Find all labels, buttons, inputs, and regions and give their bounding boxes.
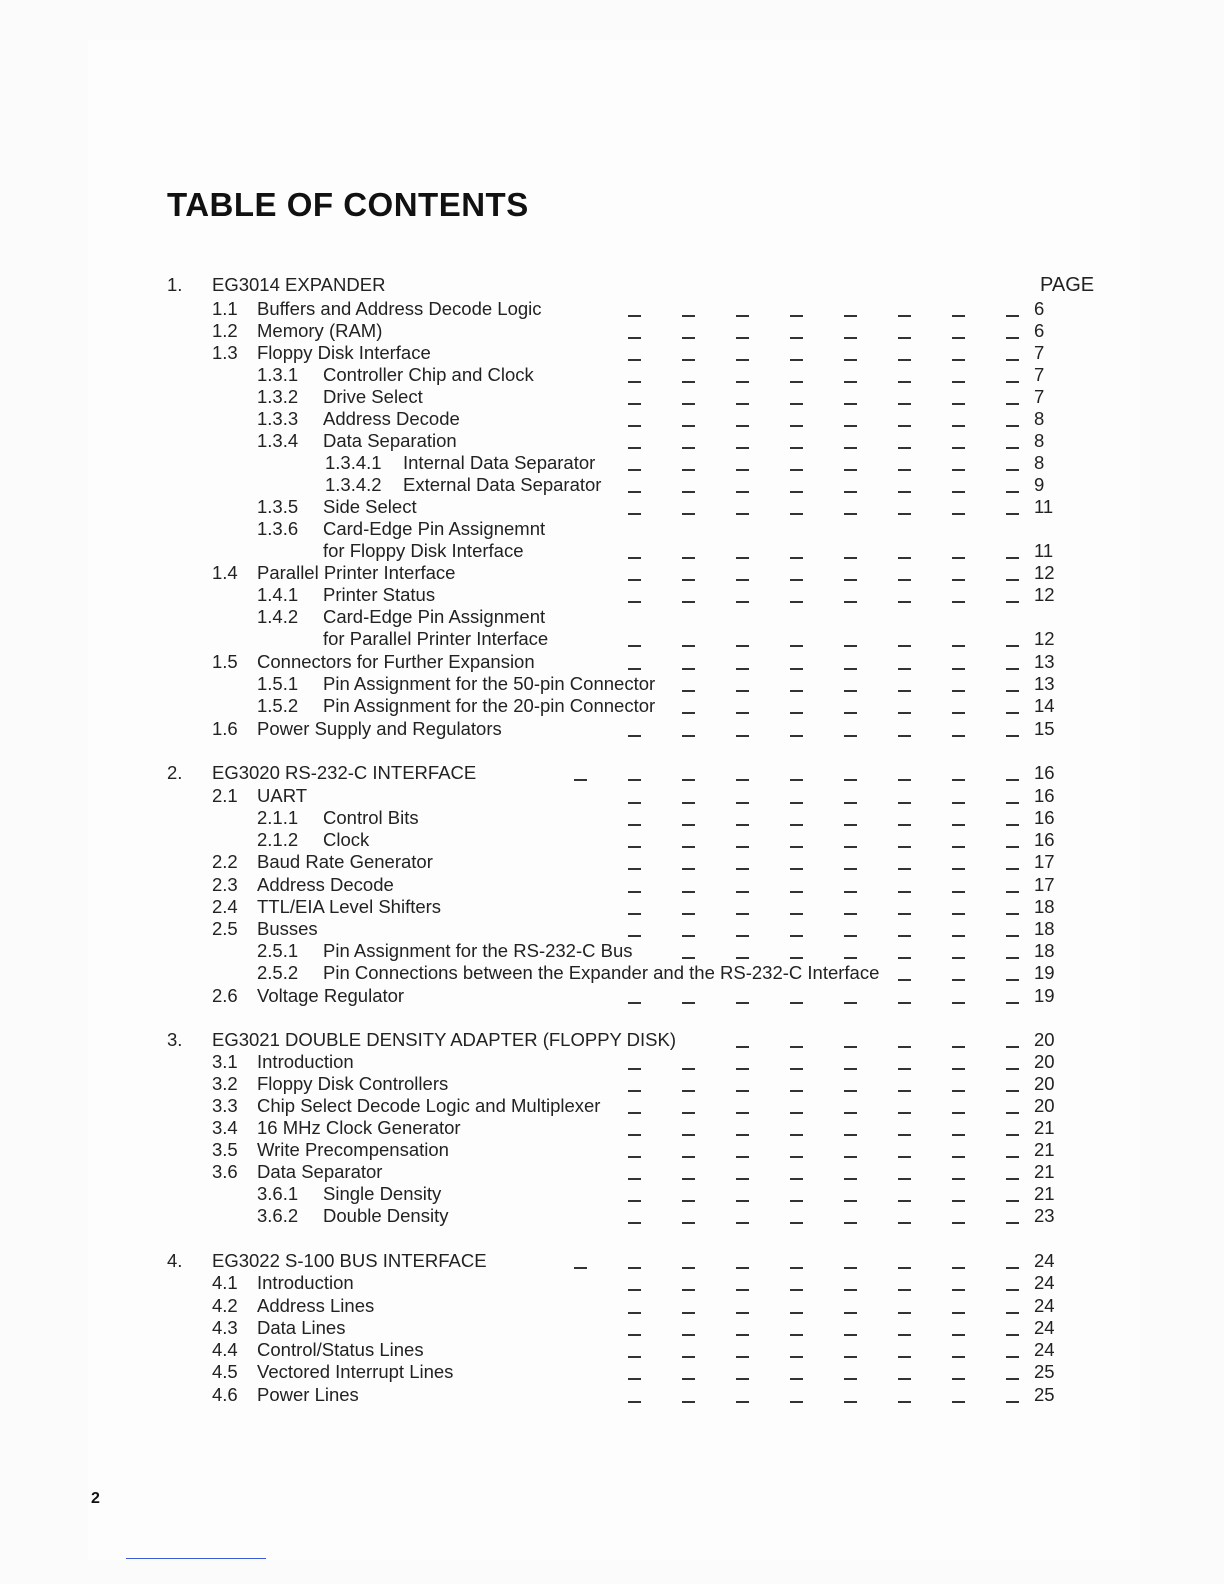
toc-entry-title: Address Decode [257,874,394,895]
toc-entry [0,1029,1224,1051]
toc-entry-page: 17 [1034,874,1055,895]
toc-entry-page: 6 [1034,320,1045,341]
toc-entry [0,386,1224,408]
toc-entry-number: 4.5 [212,1361,238,1382]
toc-entry-title: 16 MHz Clock Generator [257,1117,461,1138]
toc-entry-title: Internal Data Separator [403,452,596,473]
toc-entry-title: Double Density [323,1205,449,1226]
toc-entry [0,940,1224,962]
toc-entry-title: Data Lines [257,1317,346,1338]
toc-entry [0,1361,1224,1383]
toc-entry-title: Floppy Disk Interface [257,342,431,363]
toc-entry-page: 7 [1034,364,1045,385]
toc-entry-title: Busses [257,918,318,939]
toc-entry-page: 21 [1034,1117,1055,1138]
toc-entry-number: 1.5.2 [257,695,299,716]
toc-entry-page: 16 [1034,829,1055,850]
toc-entry-number: 1. [167,274,183,295]
toc-entry-title: Vectored Interrupt Lines [257,1361,454,1382]
toc-entry [0,1161,1224,1183]
toc-entry-number: 1.2 [212,320,238,341]
toc-entry-title: Single Density [323,1183,442,1204]
footer-rule [126,1558,266,1559]
toc-entry-title: Drive Select [323,386,423,407]
toc-entry [0,1183,1224,1205]
toc-entry-title: EG3014 EXPANDER [212,274,386,295]
toc-entry [0,918,1224,940]
toc-entry [0,496,1224,518]
toc-entry-title: Pin Connections between the Expander and the RS-232-C Interface [323,962,880,983]
toc-entry-page: 21 [1034,1161,1055,1182]
toc-entry-number: 1.5.1 [257,673,299,694]
toc-entry-title: Pin Assignment for the RS-232-C Bus [323,940,633,961]
toc-entry [0,829,1224,851]
toc-entry-title: Parallel Printer Interface [257,562,456,583]
toc-entry-number: 2.1.2 [257,829,299,850]
toc-entry-title: EG3020 RS-232-C INTERFACE [212,762,477,783]
toc-entry-number: 2.6 [212,985,238,1006]
toc-entry [0,562,1224,584]
page-number: 2 [91,1490,100,1507]
toc-entry [0,584,1224,606]
toc-entry-number: 3.2 [212,1073,238,1094]
toc-entry-title: for Floppy Disk Interface [323,540,524,561]
toc-entry [0,628,1224,650]
toc-entry-page: 18 [1034,940,1055,961]
toc-entry [0,606,1224,628]
toc-entry-page: 21 [1034,1183,1055,1204]
toc-entry [0,474,1224,496]
toc-entry-page: 19 [1034,962,1055,983]
toc-entry-number: 3.6.1 [257,1183,299,1204]
toc-entry-number: 2.4 [212,896,238,917]
toc-entry-number: 1.5 [212,651,238,672]
toc-entry-number: 1.3.4.1 [325,452,382,473]
toc-entry [0,540,1224,562]
toc-entry-page: 11 [1034,496,1054,517]
toc-entry-title: Printer Status [323,584,436,605]
toc-entry-page: 14 [1034,695,1055,716]
toc-entry-page: 8 [1034,452,1045,473]
toc-entry-title: Power Supply and Regulators [257,718,502,739]
toc-entry-page: 17 [1034,851,1055,872]
toc-entry-title: Connectors for Further Expansion [257,651,535,672]
toc-entry-page: 6 [1034,298,1045,319]
toc-entry-title: for Parallel Printer Interface [323,628,549,649]
toc-entry [0,1117,1224,1139]
toc-entry [0,785,1224,807]
toc-entry [0,718,1224,740]
toc-entry-title: Buffers and Address Decode Logic [257,298,542,319]
toc-entry-title: Clock [323,829,370,850]
toc-entry [0,1339,1224,1361]
toc-entry-page: 13 [1034,673,1055,694]
toc-entry-title: EG3021 DOUBLE DENSITY ADAPTER (FLOPPY DISK) [212,1029,677,1050]
toc-entry-page: 24 [1034,1295,1055,1316]
toc-entry-title: EG3022 S-100 BUS INTERFACE [212,1250,487,1271]
toc-entry [0,851,1224,873]
toc-entry [0,807,1224,829]
toc-entry [0,320,1224,342]
toc-entry-title: Chip Select Decode Logic and Multiplexer [257,1095,601,1116]
toc-entry [0,518,1224,540]
toc-entry-page: 25 [1034,1384,1055,1405]
toc-entry-number: 1.3.6 [257,518,299,539]
toc-entry-number: 1.6 [212,718,238,739]
toc-entry-title: Memory (RAM) [257,320,383,341]
toc-entry [0,298,1224,320]
toc-entry-number: 1.3.2 [257,386,299,407]
toc-entry [0,695,1224,717]
toc-entry [0,408,1224,430]
toc-entry-number: 2.5.2 [257,962,299,983]
toc-entry [0,1384,1224,1406]
toc-entry-page: 20 [1034,1073,1055,1094]
toc-entry-title: Introduction [257,1272,354,1293]
toc-entry-title: Control/Status Lines [257,1339,424,1360]
toc-entry-page: 25 [1034,1361,1055,1382]
toc-entry-number: 2. [167,762,183,783]
toc-entry-page: 16 [1034,762,1055,783]
toc-entry-page: 9 [1034,474,1045,495]
toc-entry-title: Data Separation [323,430,457,451]
toc-entry-title: Introduction [257,1051,354,1072]
toc-entry-page: 21 [1034,1139,1055,1160]
toc-entry-number: 2.2 [212,851,238,872]
toc-entry-number: 1.3 [212,342,238,363]
toc-entry-number: 1.3.4 [257,430,299,451]
toc-entry-title: Controller Chip and Clock [323,364,534,385]
toc-entry-number: 1.4 [212,562,238,583]
toc-entry-title: UART [257,785,308,806]
toc-entry-title: Control Bits [323,807,419,828]
toc-entry [0,962,1224,984]
toc-entry [0,1250,1224,1272]
toc-entry [0,1317,1224,1339]
toc-entry-page: 24 [1034,1317,1055,1338]
toc-entry [0,874,1224,896]
toc-entry-page: 15 [1034,718,1055,739]
toc-entry-number: 3.3 [212,1095,238,1116]
toc-entry-page: 18 [1034,896,1055,917]
toc-entry-title: Baud Rate Generator [257,851,433,872]
toc-entry-page: 12 [1034,562,1055,583]
toc-entry-number: 1.3.4.2 [325,474,382,495]
toc-entry-number: 4. [167,1250,183,1271]
toc-entry-page: 12 [1034,628,1055,649]
toc-entry [0,430,1224,452]
toc-entry-number: 3.4 [212,1117,238,1138]
toc-entry-title: Pin Assignment for the 50-pin Connector [323,673,656,694]
page-title: TABLE OF CONTENTS [167,186,529,223]
toc-entry-page: 13 [1034,651,1055,672]
toc-entry [0,274,1224,296]
toc-entry-title: Card-Edge Pin Assignment [323,606,546,627]
toc-entry-number: 3.6 [212,1161,238,1182]
toc-entry-title: Address Lines [257,1295,375,1316]
toc-entry-number: 2.1.1 [257,807,299,828]
toc-entry-number: 3.5 [212,1139,238,1160]
toc-entry-title: Data Separator [257,1161,383,1182]
toc-entry [0,651,1224,673]
toc-entry-number: 4.1 [212,1272,238,1293]
toc-entry-number: 3.1 [212,1051,238,1072]
toc-entry-number: 3.6.2 [257,1205,299,1226]
toc-entry-page: 12 [1034,584,1055,605]
toc-entry-title: Write Precompensation [257,1139,449,1160]
toc-entry [0,673,1224,695]
toc-entry-number: 2.5 [212,918,238,939]
toc-entry-page: 23 [1034,1205,1055,1226]
toc-entry-number: 4.6 [212,1384,238,1405]
toc-entry-page: 20 [1034,1051,1055,1072]
toc-entry [0,1051,1224,1073]
toc-entry-title: Voltage Regulator [257,985,405,1006]
toc-entry-number: 4.4 [212,1339,238,1360]
toc-entry-number: 4.3 [212,1317,238,1338]
toc-entry-page: 24 [1034,1272,1055,1293]
toc-entry [0,1272,1224,1294]
toc-entry-page: 19 [1034,985,1055,1006]
toc-entry-title: Side Select [323,496,417,517]
toc-entry-page: 7 [1034,342,1045,363]
toc-entry-page: 20 [1034,1029,1055,1050]
toc-entry-title: TTL/EIA Level Shifters [257,896,442,917]
toc-entry-page: 16 [1034,807,1055,828]
toc-entry-page: 20 [1034,1095,1055,1116]
toc-entry [0,452,1224,474]
toc-entry-number: 3. [167,1029,183,1050]
toc-entry-title: Card-Edge Pin Assignemnt [323,518,546,539]
toc-entry [0,762,1224,784]
toc-entry-number: 1.4.1 [257,584,299,605]
toc-entry [0,342,1224,364]
toc-entry-page: 24 [1034,1339,1055,1360]
toc-entry-page: 8 [1034,408,1045,429]
toc-entry-page: 11 [1034,540,1054,561]
toc-entry-page: 8 [1034,430,1045,451]
toc-entry-number: 2.1 [212,785,238,806]
toc-entry-title: Pin Assignment for the 20-pin Connector [323,695,656,716]
toc-entry-number: 2.3 [212,874,238,895]
toc-entry-number: 1.3.3 [257,408,299,429]
toc-entry-page: 18 [1034,918,1055,939]
toc-entry [0,1295,1224,1317]
toc-entry [0,1139,1224,1161]
toc-entry-page: 7 [1034,386,1045,407]
toc-entry-page: 24 [1034,1250,1055,1271]
toc-entry-title: Power Lines [257,1384,359,1405]
toc-entry-title: External Data Separator [403,474,602,495]
toc-entry [0,1095,1224,1117]
toc-entry [0,896,1224,918]
toc-entry [0,1073,1224,1095]
toc-entry-number: 1.4.2 [257,606,299,627]
toc-entry-number: 1.1 [212,298,238,319]
toc-entry [0,985,1224,1007]
toc-entry-title: Address Decode [323,408,460,429]
page-column-header: PAGE [1040,274,1095,296]
toc-entry-page: 16 [1034,785,1055,806]
toc-entry [0,364,1224,386]
toc-entry-number: 4.2 [212,1295,238,1316]
toc-entry-number: 1.3.1 [257,364,299,385]
toc-entry-title: Floppy Disk Controllers [257,1073,449,1094]
toc-entry-number: 1.3.5 [257,496,299,517]
toc-entry [0,1205,1224,1227]
toc-entry-number: 2.5.1 [257,940,299,961]
